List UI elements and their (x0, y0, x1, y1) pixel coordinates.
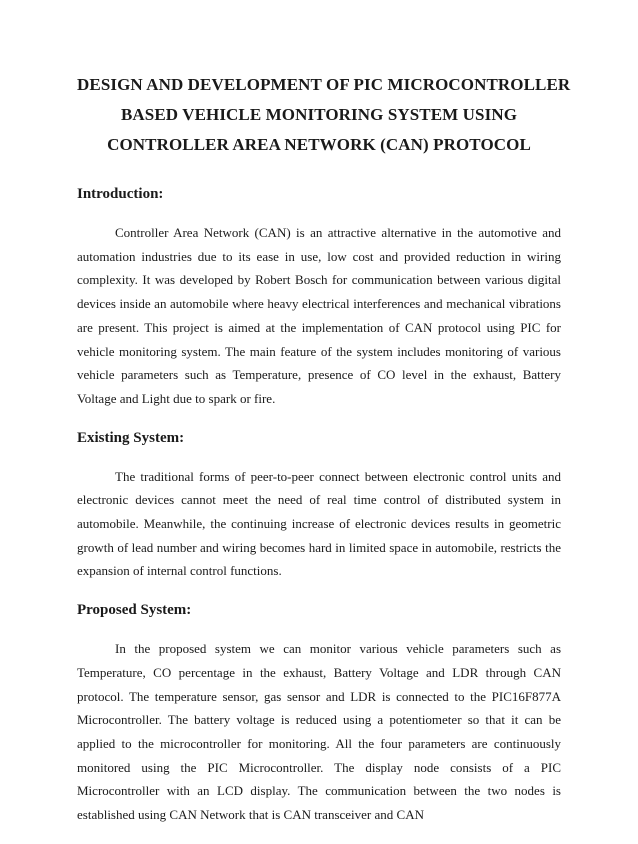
section-body-existing-system: The traditional forms of peer-to-peer connect between electronic control units and electronic devices cannot meet the need of real time control of distributed system in automobile. Meanwhile, the continuing increase of electronic devices results in geometric growth of lead number and wiring becomes hard in limited space in automobile, restricts the expansion of internal control functions. (77, 468, 561, 579)
section-introduction (77, 184, 561, 411)
section-heading-proposed-system: Proposed System: (77, 602, 192, 619)
section-body-introduction: Controller Area Network (CAN) is an attractive alternative in the automotive and automation industries due to its ease in use, low cost and provided reduction in wiring complexity. It was developed by Robert Bosch for communication between various digital devices inside an automobile where heavy electrical interferences and mechanical vibrations are present. This project is aimed at the implementation of CAN protocol using PIC for vehicle monitoring system. The main feature of the system includes monitoring of various vehicle parameters such as Temperature, presence of CO level in the exhaust, Battery Voltage and Light due to spark or fire. (77, 225, 561, 406)
title-line-3: CONTROLLER AREA NETWORK (CAN) PROTOCOL (107, 135, 531, 154)
title-line-2: BASED VEHICLE MONITORING SYSTEM USING (120, 105, 518, 124)
document-page (77, 70, 571, 844)
title-line-1: DESIGN AND DEVELOPMENT OF PIC MICROCONTROLLER (77, 75, 571, 94)
section-body-proposed-system: In the proposed system we can monitor various vehicle parameters such as Temperature, CO percentage in the exhaust, Battery Voltage and LDR through CAN protocol. The temperature sensor, gas sensor and LDR is connected to the PIC16F877A Microcontroller. The battery voltage is reduced using a potentiometer so that it can be applied to the microcontroller for monitoring. All the four parameters are continuously monitored using the PIC Microcontroller. The display node consists of a PIC Microcontroller with an LCD display. The communication between the two nodes is established using CAN Network that is CAN transceiver and CAN (77, 641, 561, 823)
section-heading-introduction: Introduction: (77, 186, 164, 202)
section-heading-existing-system: Existing System: (77, 429, 185, 446)
section-existing-system (77, 428, 561, 584)
section-proposed-system (77, 600, 561, 827)
document-title (77, 70, 571, 160)
